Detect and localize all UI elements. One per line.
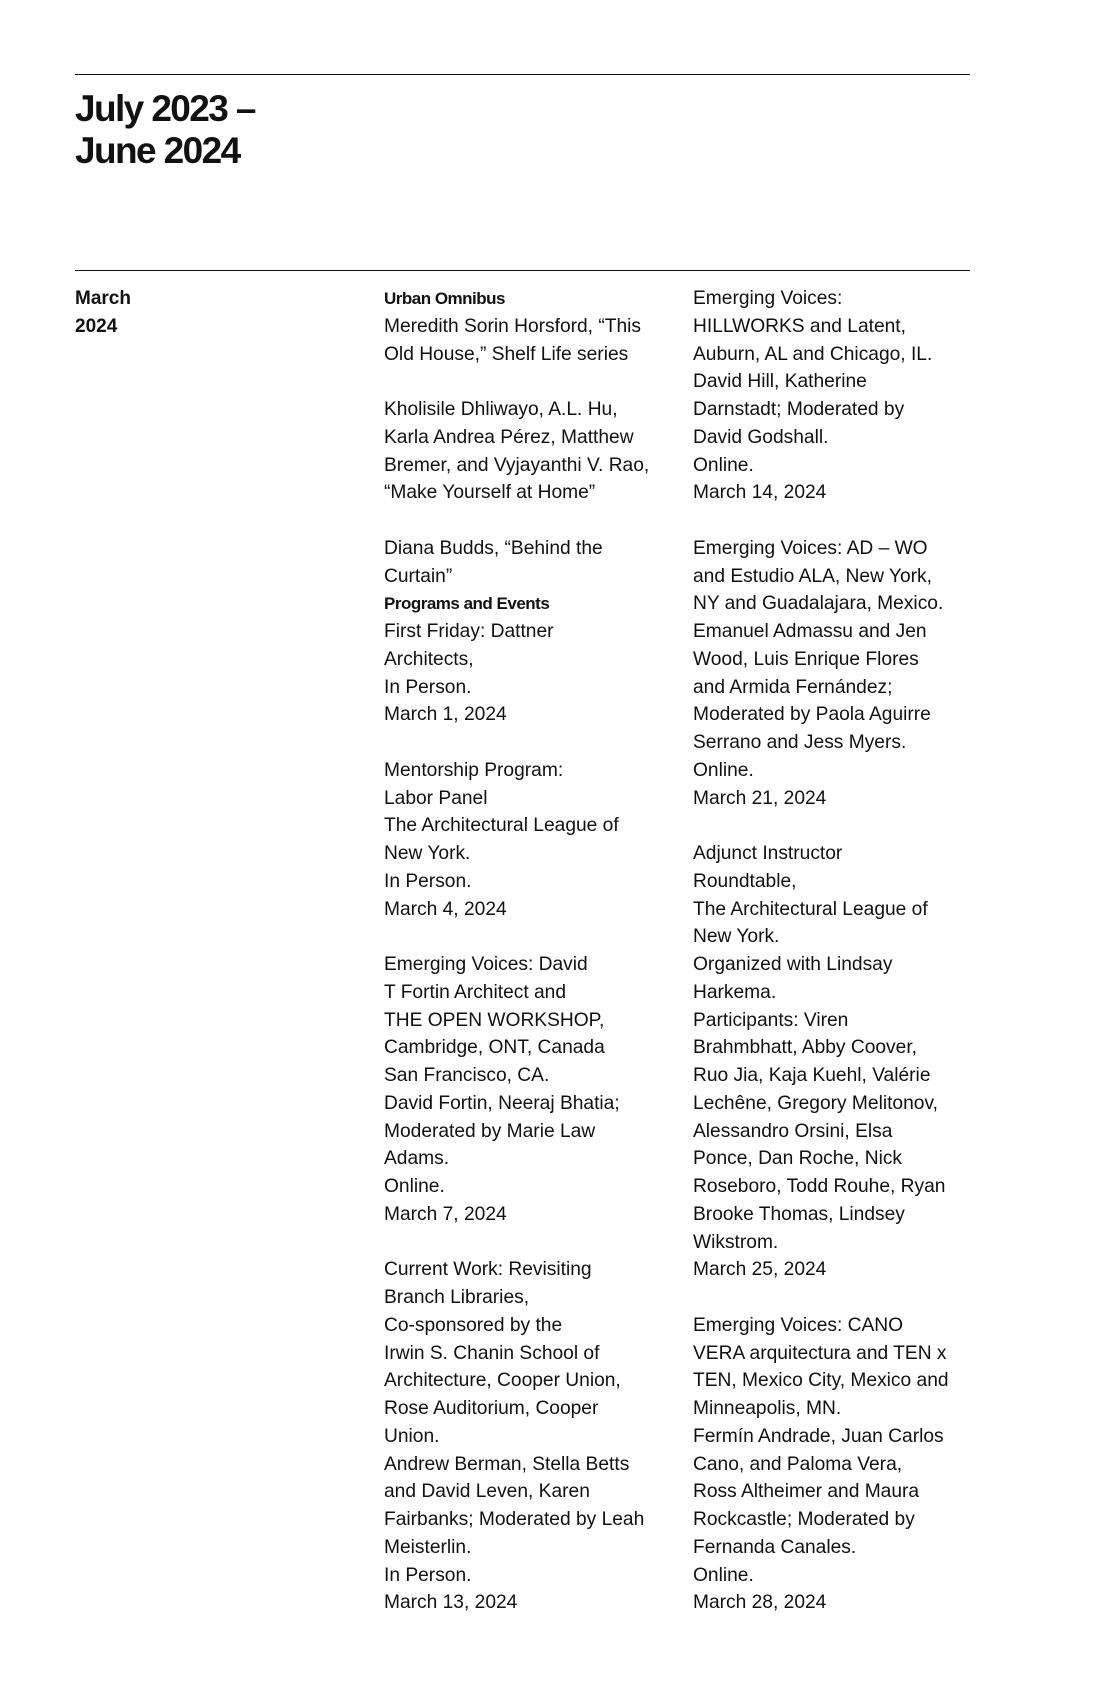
entry-line: Cano, and Paloma Vera, bbox=[693, 1453, 903, 1475]
top-divider bbox=[75, 74, 970, 75]
entry-line: Roseboro, Todd Rouhe, Ryan bbox=[693, 1176, 946, 1197]
entry-line: Curtain” bbox=[384, 565, 453, 587]
entry-line: March 13, 2024 bbox=[384, 1592, 518, 1614]
entry-line: Andrew Berman, Stella Betts bbox=[384, 1453, 630, 1475]
entry-line: San Francisco, CA. bbox=[384, 1065, 550, 1086]
entry-line: Online. bbox=[693, 454, 754, 476]
entry-line: The Architectural League of bbox=[693, 898, 928, 920]
entry-line: Wood, Luis Enrique Flores bbox=[693, 648, 919, 670]
entry-line: Labor Panel bbox=[384, 787, 488, 809]
programs-heading: Programs and Events bbox=[384, 594, 550, 614]
entry-line: Fernanda Canales. bbox=[693, 1536, 857, 1558]
entry-line: Brahmbhatt, Abby Coover, bbox=[693, 1037, 917, 1059]
entry-line: Irwin S. Chanin School of bbox=[384, 1342, 600, 1364]
entry-line: Meisterlin. bbox=[384, 1536, 472, 1558]
entry-line: Meredith Sorin Horsford, “This bbox=[384, 315, 641, 337]
entry-line: In Person. bbox=[384, 676, 472, 698]
list-item bbox=[384, 618, 674, 729]
entry-line: Participants: Viren bbox=[693, 1009, 849, 1031]
right-column bbox=[693, 285, 978, 1617]
page-title-line-1: July 2023 – bbox=[75, 88, 255, 129]
entry-line: Adjunct Instructor bbox=[693, 843, 843, 864]
entry-line: Emerging Voices: bbox=[693, 288, 843, 309]
right-events-list bbox=[693, 285, 978, 1617]
entry-line: TEN, Mexico City, Mexico and bbox=[693, 1370, 949, 1392]
entry-line: Emerging Voices: David bbox=[384, 954, 588, 975]
entry-line: Co-sponsored by the bbox=[384, 1314, 563, 1336]
programs-list bbox=[384, 618, 674, 1617]
entry-line: Ruo Jia, Kaja Kuehl, Valérie bbox=[693, 1065, 931, 1086]
list-item bbox=[693, 535, 978, 813]
entry-line: The Architectural League of bbox=[384, 815, 619, 837]
entry-line: Mentorship Program: bbox=[384, 759, 564, 781]
entry-line: T Fortin Architect and bbox=[384, 981, 567, 1003]
list-item bbox=[384, 396, 674, 507]
entry-line: HILLWORKS and Latent, bbox=[693, 315, 906, 337]
list-item bbox=[693, 840, 978, 1284]
list-item bbox=[693, 1312, 978, 1617]
entry-line: Adams. bbox=[384, 1148, 450, 1170]
list-item bbox=[384, 313, 674, 369]
entry-line: March 1, 2024 bbox=[384, 704, 507, 726]
entry-line: and Armida Fernández; bbox=[693, 676, 893, 698]
entry-line: Emerging Voices: CANO bbox=[693, 1314, 904, 1336]
urban-omnibus-heading: Urban Omnibus bbox=[384, 289, 506, 308]
entry-line: Organized with Lindsay bbox=[693, 954, 893, 975]
entry-line: Fermín Andrade, Juan Carlos bbox=[693, 1425, 944, 1447]
entry-line: and Estudio ALA, New York, bbox=[693, 565, 932, 587]
entry-line: In Person. bbox=[384, 1564, 472, 1586]
entry-line: David Fortin, Neeraj Bhatia; bbox=[384, 1092, 620, 1114]
entry-line: Emanuel Admassu and Jen bbox=[693, 621, 927, 642]
entry-line: Wikstrom. bbox=[693, 1231, 779, 1253]
entry-line: Alessandro Orsini, Elsa bbox=[693, 1120, 893, 1142]
entry-line: Karla Andrea Pérez, Matthew bbox=[384, 426, 634, 448]
page-title-line-2: June 2024 bbox=[75, 130, 240, 171]
entry-line: Fairbanks; Moderated by Leah bbox=[384, 1509, 645, 1530]
section-divider bbox=[75, 270, 970, 271]
entry-line: VERA arquitectura and TEN x bbox=[693, 1342, 947, 1364]
middle-column bbox=[384, 285, 674, 1617]
entry-line: Old House,” Shelf Life series bbox=[384, 343, 629, 365]
entry-line: Union. bbox=[384, 1425, 440, 1447]
entry-line: Rockcastle; Moderated by bbox=[693, 1509, 915, 1530]
entry-line: Brooke Thomas, Lindsey bbox=[693, 1203, 905, 1225]
entry-line: March 4, 2024 bbox=[384, 898, 507, 920]
entry-line: Diana Budds, “Behind the bbox=[384, 537, 603, 559]
entry-line: Moderated by Paola Aguirre bbox=[693, 704, 931, 726]
entry-line: March 21, 2024 bbox=[693, 787, 827, 809]
entry-line: Online. bbox=[384, 1176, 445, 1197]
month-year: 2024 bbox=[75, 316, 118, 337]
entry-line: March 28, 2024 bbox=[693, 1592, 827, 1614]
entry-line: Minneapolis, MN. bbox=[693, 1398, 842, 1419]
list-item bbox=[384, 951, 674, 1229]
entry-line: March 7, 2024 bbox=[384, 1203, 507, 1225]
entry-line: Branch Libraries, bbox=[384, 1287, 530, 1308]
entry-line: NY and Guadalajara, Mexico. bbox=[693, 593, 944, 615]
entry-line: Current Work: Revisiting bbox=[384, 1259, 592, 1281]
entry-line: “Make Yourself at Home” bbox=[384, 482, 596, 504]
entry-line: New York. bbox=[384, 843, 471, 864]
entry-line: and David Leven, Karen bbox=[384, 1481, 590, 1503]
entry-line: David Hill, Katherine bbox=[693, 371, 867, 393]
list-item bbox=[384, 535, 674, 591]
entry-line: Online. bbox=[693, 1564, 754, 1586]
entry-line: Darnstadt; Moderated by bbox=[693, 399, 905, 420]
entry-line: Rose Auditorium, Cooper bbox=[384, 1398, 599, 1419]
entry-line: New York. bbox=[693, 926, 780, 948]
entry-line: Architecture, Cooper Union, bbox=[384, 1370, 621, 1392]
entry-line: Lechêne, Gregory Melitonov, bbox=[693, 1092, 938, 1114]
entry-line: Serrano and Jess Myers. bbox=[693, 732, 907, 753]
month-label bbox=[75, 285, 131, 341]
entry-line: Moderated by Marie Law bbox=[384, 1120, 596, 1142]
entry-line: First Friday: Dattner bbox=[384, 621, 554, 642]
entry-line: Bremer, and Vyjayanthi V. Rao, bbox=[384, 454, 650, 476]
entry-line: Ross Altheimer and Maura bbox=[693, 1481, 920, 1503]
entry-line: Harkema. bbox=[693, 981, 777, 1003]
entry-line: In Person. bbox=[384, 870, 472, 892]
urban-omnibus-list bbox=[384, 313, 674, 591]
entry-line: March 14, 2024 bbox=[693, 482, 827, 504]
entry-line: Architects, bbox=[384, 648, 474, 670]
entry-line: Auburn, AL and Chicago, IL. bbox=[693, 343, 933, 365]
entry-line: THE OPEN WORKSHOP, bbox=[384, 1009, 605, 1031]
entry-line: Roundtable, bbox=[693, 870, 797, 892]
entry-line: Online. bbox=[693, 759, 754, 781]
entry-line: Ponce, Dan Roche, Nick bbox=[693, 1148, 903, 1170]
entry-line: Kholisile Dhliwayo, A.L. Hu, bbox=[384, 399, 618, 420]
list-item bbox=[693, 285, 978, 507]
page-title bbox=[75, 88, 255, 172]
list-item bbox=[384, 1256, 674, 1617]
month-name: March bbox=[75, 288, 131, 309]
entry-line: Emerging Voices: AD – WO bbox=[693, 537, 928, 559]
entry-line: Cambridge, ONT, Canada bbox=[384, 1037, 605, 1059]
list-item bbox=[384, 757, 674, 924]
entry-line: David Godshall. bbox=[693, 426, 829, 448]
entry-line: March 25, 2024 bbox=[693, 1259, 827, 1281]
